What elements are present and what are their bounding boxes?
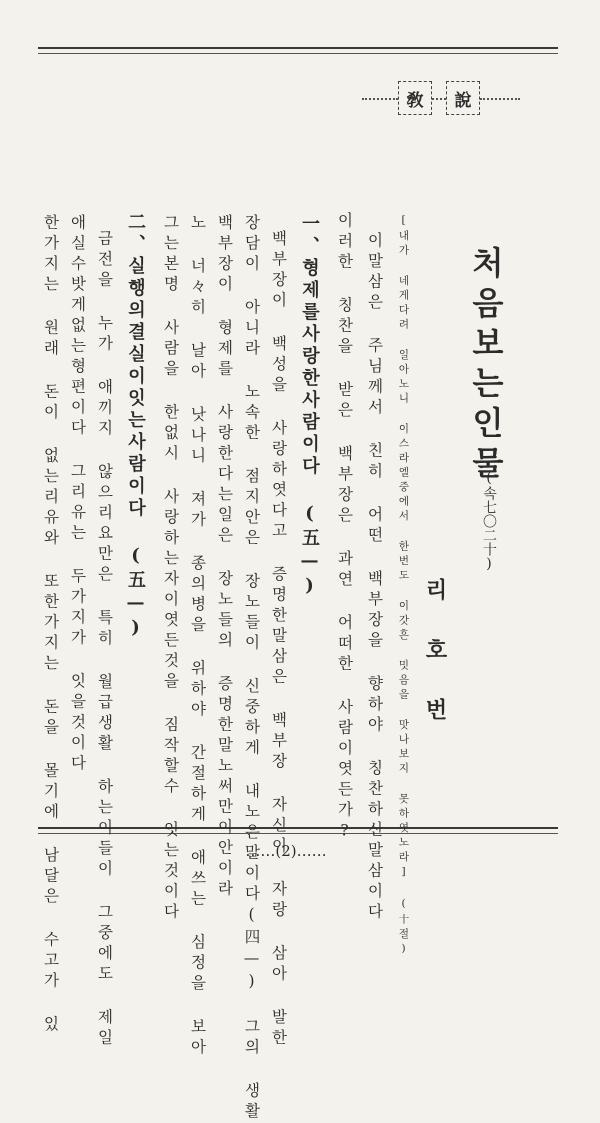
section-heading-2: 二、실행의결실이잇는사람이다 (五—) [125, 212, 146, 642]
category-box-left: 敎 [398, 81, 432, 115]
section1-line-4: 노 너々히 날아 낫나니 져가 종의병을 위하야 간절하게 애쓰는 심정을 보아 [188, 214, 207, 1059]
section1-line-5: 그는본명 사람을 한없시 사랑하는자이엿든것을 짐작할수 잇는것이다 [161, 214, 180, 924]
epigraph: [내가 네게다려 일아노니 이스라엘중에서 한번도 이갓흔 밋음을 맛나보지 못하엿노라] (十절) [397, 214, 410, 959]
section-heading-1: 一、형제를사랑한사람이다 (五—) [299, 214, 320, 600]
section1-line-3: 백부장이 형제를 사랑한다는일은 장노들의 증명한말노써만이안이라 [215, 214, 234, 901]
section2-line-2: 애실수밧게없는형편이다 그리유는 두가지가 잇을것이다 [68, 214, 87, 775]
dotted-leader-right [480, 98, 520, 100]
section1-line-1: 백부장이 백성을 사랑하엿다고 증명한말삼은 백부장 자신이 자랑 삼아 발한 [269, 230, 288, 1050]
bottom-rule [38, 827, 558, 829]
intro-line-1: 이말삼은 주님께서 친히 어떤 백부장을 향하야 칭찬하신말삼이다 [365, 232, 384, 924]
series-number: (속七〇二十) [481, 470, 497, 572]
top-rule-thin [38, 53, 558, 54]
dotted-leader-left [362, 98, 398, 100]
section2-line-3: 한가지는 원래 돈이 없는리유와 또한가지는 돈을 몰기에 남달은 수고가 있 [41, 214, 60, 1036]
article-title: 처음보는인물 [467, 246, 505, 486]
author-name: 리호번 [422, 578, 448, 758]
bottom-rule-thin [38, 833, 558, 834]
category-box-right: 說 [446, 81, 480, 115]
dotted-leader-middle [432, 98, 446, 100]
intro-line-2: 이러한 칭찬을 받은 백부장은 과연 어떠한 사람이엿든가? [335, 212, 354, 845]
section2-line-1: 금전을 누가 애끼지 않으리요만은 특히 월급생활 하는이들이 그중에도 제일 [95, 230, 114, 1050]
page-number: ……(2)…… [245, 842, 327, 860]
section1-line-2: 장담이 아니라 노속한 점지안은 장노들이 신중하게 내노은말이다(四—) 그의 생활 [242, 214, 261, 1123]
top-rule [38, 47, 558, 49]
